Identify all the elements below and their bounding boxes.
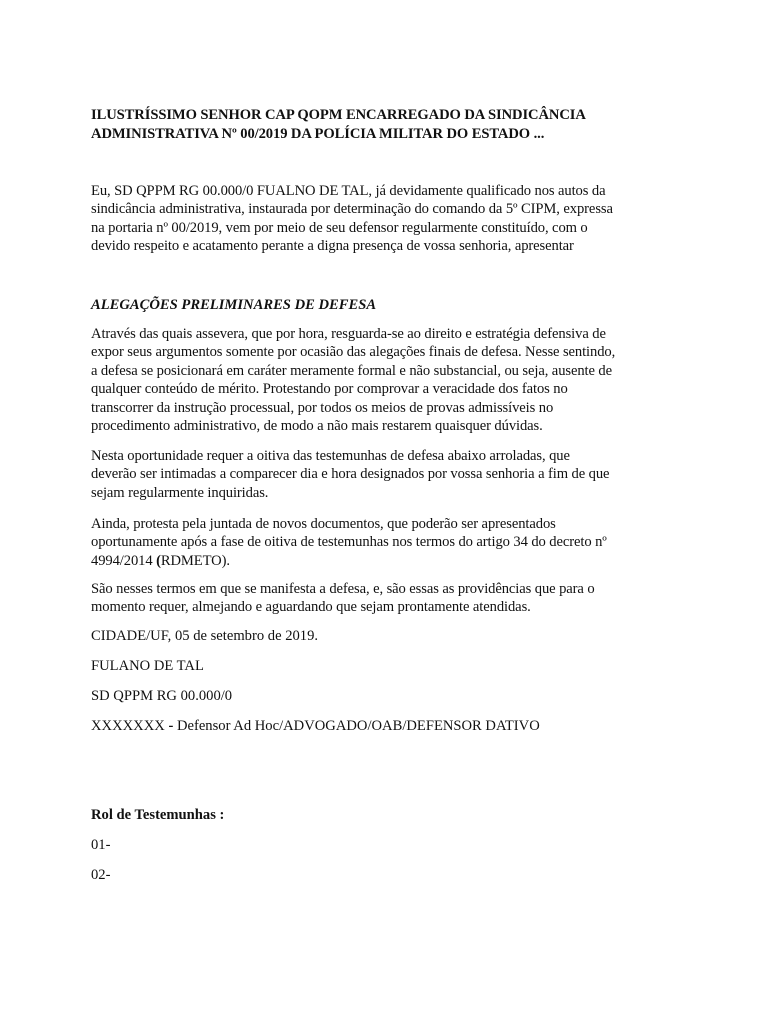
paragraph-line [91,552,691,570]
paragraph-line: expor seus argumentos somente por ocasião das alegações finais de defesa. Nesse sentindo, [91,344,616,361]
paragraph-line: Nesta oportunidade requer a oitiva das testemunhas de defesa abaixo arroladas, que [91,448,570,464]
open-parenthesis: ( [156,552,161,569]
defender-role: Defensor Ad Hoc/ADVOGADO/OAB/DEFENSOR DATIVO [176,718,540,734]
witness-item: 01- [91,837,111,853]
city-date: CIDADE/UF, 05 de setembro de 2019. [91,628,319,644]
paragraph-2 [91,447,691,502]
paragraph-4 [91,580,691,617]
defender-placeholder: XXXXXXX [91,718,169,734]
defender-line [91,717,540,736]
intro-paragraph [91,182,691,256]
paragraph-line: momento requer, almejando e aguardando que sejam prontamente atendidas. [91,599,531,616]
paragraph-1 [91,325,691,435]
paragraph-line: São nesses termos em que se manifesta a defesa, e, são essas as providências que para o [91,581,595,597]
intro-line: sindicância administrativa, instaurada por determinação do comando da 5º CIPM, expressa [91,201,613,218]
document-heading [91,106,691,144]
paragraph-3 [91,515,691,570]
signer-id: SD QPPM RG 00.000/0 [91,688,233,704]
paragraph-line: oportunamente após a fase de oitiva de testemunhas nos termos do artigo 34 do decreto nº [91,534,607,551]
heading-line-1: ILUSTRÍSSIMO SENHOR CAP QOPM ENCARREGADO DA SINDICÂNCIA [91,107,586,123]
intro-line: na portaria nº 00/2019, vem por meio de seu defensor regularmente constituído, com o [91,219,588,236]
document-page [91,0,691,1024]
paragraph-line: deverão ser intimadas a comparecer dia e hora designados por vossa senhoria a fim de que [91,466,610,483]
intro-line: devido respeito e acatamento perante a digna presença de vossa senhoria, apresentar [91,238,574,255]
paragraph-line: Através das quais assevera, que por hora, resguarda-se ao direito e estratégia defensiva de [91,326,606,342]
defender-dash: - [168,718,177,734]
paragraph-line: transcorrer da instrução processual, por todos os meios de provas admissíveis no [91,399,554,416]
paragraph-line: qualquer conteúdo de mérito. Protestando por comprovar a veracidade dos fatos no [91,381,568,398]
witness-list-title: Rol de Testemunhas : [91,807,225,823]
rdmeto-reference: RDMETO). [160,552,230,569]
section-title: ALEGAÇÕES PRELIMINARES DE DEFESA [91,297,377,313]
witness-item: 02- [91,867,111,883]
signer-name: FULANO DE TAL [91,658,204,674]
heading-line-2: ADMINISTRATIVA Nº 00/2019 DA POLÍCIA MILITAR DO ESTADO ... [91,126,545,142]
intro-line: Eu, SD QPPM RG 00.000/0 FUALNO DE TAL, já devidamente qualificado nos autos da [91,183,606,199]
decree-number: 4994/2014 [91,552,157,569]
paragraph-line: a defesa se posicionará em caráter meramente formal e não substancial, ou seja, ausente de [91,362,612,379]
paragraph-line: sejam regularmente inquiridas. [91,484,269,501]
paragraph-line: Ainda, protesta pela juntada de novos documentos, que poderão ser apresentados [91,516,556,532]
paragraph-line: procedimento administrativo, de modo a não mais restarem quaisquer dúvidas. [91,418,543,435]
